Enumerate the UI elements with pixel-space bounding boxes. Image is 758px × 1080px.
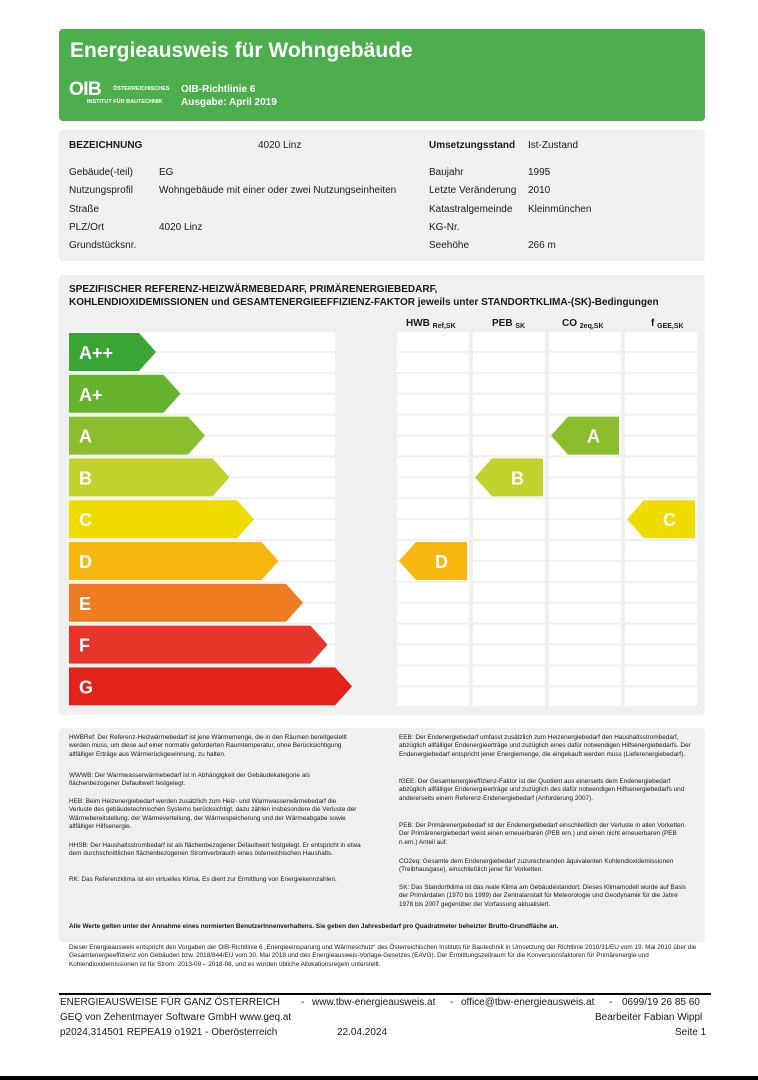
- baujahr-label: Baujahr: [429, 167, 464, 178]
- cell-hwb: [397, 374, 469, 393]
- cell-co2: [549, 687, 621, 706]
- rating-label-hwb: D: [435, 552, 448, 572]
- cell-fgee: [625, 562, 697, 581]
- cell-co2: [549, 353, 621, 372]
- cell-co2: [549, 520, 621, 539]
- cell-hwb: [397, 666, 469, 685]
- cell-peb: [473, 562, 545, 581]
- footer-sep-1: -: [301, 997, 305, 1008]
- col-header-hwb: HWB $_{Ref,SK}$: [406, 318, 456, 330]
- kgnr-label: KG-Nr.: [429, 222, 460, 233]
- class-label: C: [79, 510, 92, 531]
- cell-peb: [473, 395, 545, 414]
- cell-co2: [549, 583, 621, 602]
- baujahr-value: 1995: [528, 167, 551, 178]
- cell-peb: [473, 604, 545, 623]
- cell-peb: [473, 374, 545, 393]
- nutzungsprofil-value: Wohngebäude mit einer oder zwei Nutzungseinheiten: [159, 185, 397, 196]
- def-wwwb: WWWB: Der Warmwasserwärmebedarf ist in Abhängigkeit der Gebäudekategorie als flächenbezogener Defaultwert festgelegt.: [69, 772, 310, 788]
- cell-peb: [473, 541, 545, 560]
- definitions-panel: [59, 728, 705, 942]
- cell-hwb: [397, 457, 469, 476]
- footer-date: 22.04.2024: [337, 1027, 388, 1038]
- cell-co2: [549, 332, 621, 351]
- cell-co2: [549, 604, 621, 623]
- cell-fgee: [625, 583, 697, 602]
- cell-peb: [473, 583, 545, 602]
- class-label: G: [79, 677, 94, 698]
- class-label: E: [79, 593, 92, 614]
- cell-peb: [473, 332, 545, 351]
- richtlinie-label: OIB-Richtlinie 6: [181, 84, 256, 95]
- class-label: A+: [79, 384, 103, 405]
- cell-fgee: [625, 666, 697, 685]
- rating-label-fgee: C: [663, 510, 676, 531]
- katastralgemeinde-value: Kleinmünchen: [528, 204, 592, 215]
- cell-hwb: [397, 687, 469, 706]
- class-arrow-c: [69, 500, 254, 538]
- cell-co2: [549, 478, 621, 497]
- cell-fgee: [625, 478, 697, 497]
- footer-page-number: Seite 1: [675, 1027, 707, 1038]
- cell-hwb: [397, 520, 469, 539]
- cell-peb: [473, 646, 545, 665]
- footer-bearbeiter: Bearbeiter Fabian Wippl: [595, 1012, 703, 1023]
- cell-hwb: [397, 416, 469, 435]
- cell-hwb: [397, 499, 469, 518]
- bezeichnung-value: 4020 Linz: [258, 140, 302, 151]
- cell-peb: [473, 353, 545, 372]
- class-arrow-d: [69, 542, 279, 580]
- energy-class-chart: [59, 275, 705, 715]
- page-title: Energieausweis für Wohngebäude: [70, 39, 413, 62]
- veraenderung-label: Letzte Veränderung: [429, 185, 517, 196]
- cell-fgee: [625, 332, 697, 351]
- cell-peb: [473, 499, 545, 518]
- chart-title-line1: SPEZIFISCHER REFERENZ-HEIZWÄRMEBEDARF, PRIMÄRENERGIEBEDARF,: [69, 284, 438, 295]
- cell-co2: [549, 541, 621, 560]
- cell-fgee: [625, 395, 697, 414]
- umsetzung-value: Ist-Zustand: [528, 140, 579, 151]
- cell-hwb: [397, 478, 469, 497]
- footer-phone: 0699/19 26 85 60: [622, 997, 700, 1008]
- def-heb: HEB: Beim Heizenergiebedarf werden zusätzlich zum Heiz- und Warmwasserwärmebedarf die Verluste des gebäudetechnischen Systems berücksichtigt, dazu zählen insbesondere die Verluste der Wärmebereitstellung, der Wärmeverteilung, der Wärmespeicherung und der Wärmeabgabe sowie allfälliger Hilfsenergie.: [69, 798, 357, 830]
- gebaeude-value: EG: [159, 167, 174, 178]
- class-label: A++: [79, 343, 114, 363]
- footer-company: ENERGIEAUSWEISE FÜR GANZ ÖSTERREICH: [60, 997, 281, 1008]
- def-sk: SK: Das Standortklima ist das reale Klima am Gebäudestandort. Dieses Klimamodell wurde auf Basis der Primärdaten (1970 bis 1999) der Zentralanstalt für Meteorologie und Geodynamik für die Jahre 1978 bis 2007 gegenüber der Vorfassung aktualisiert.: [399, 884, 686, 908]
- disclaimer-text: Dieser Energieausweis entspricht den Vorgaben der OIB-Richtlinie 6 „Energieeinsparung und Wärmeschutz“ des Österreichischen Instituts für Bautechnik in Umsetzung der Richtlinie 2010/31/EU vom 19. Mai 2010 über die Gesamtenergieeffizienz von Gebäuden bzw. 2018/844/EU vom 30. Mai 2018 und des Energieausweis-Vorlage-Gesetzes (EAVG). Der Ermittlungszeitraum für die Konversionsfaktoren für Primärenergie und Kohlendioxidemissionen ist für Strom: 2013-09 – 2018-08, und es wurden übliche Allokationsregeln unterstellt.: [69, 944, 697, 968]
- cell-hwb: [397, 625, 469, 644]
- footer-divider: [59, 993, 711, 995]
- class-label: F: [79, 635, 90, 656]
- cell-fgee: [625, 353, 697, 372]
- cell-peb: [473, 520, 545, 539]
- umsetzung-label: Umsetzungsstand: [429, 140, 516, 151]
- cell-fgee: [625, 374, 697, 393]
- cell-peb: [473, 687, 545, 706]
- bottom-bar: [0, 1076, 758, 1080]
- cell-peb: [473, 437, 545, 456]
- class-label: A: [79, 426, 92, 447]
- cell-co2: [549, 666, 621, 685]
- header-banner: [59, 29, 705, 121]
- seehoehe-value: 266 m: [528, 240, 556, 251]
- def-eeb: EEB: Der Endenergiebedarf umfasst zusätzlich zum Heizenergiebedarf den Haushaltsstrombedarf, abzüglich allfälliger Endenergieerträge und zuzüglich eines dafür notwendigen Hilfsenergiebedarfs. Der Endenergiebedarf entspricht jener Energiemenge, die eingekauft werden muss (Lieferenergiebedarf).: [399, 734, 691, 758]
- col-header-peb: PEB $_{SK}$: [492, 318, 526, 330]
- plz-label: PLZ/Ort: [69, 222, 105, 233]
- def-hhsb: HHSB: Der Haushaltsstrombedarf ist als flächenbezogener Defaultwert festgelegt. Er entspricht in etwa dem durchschnittlichen flächenbezogenen Stromverbrauch eines österreichischen Haushalts.: [69, 842, 361, 858]
- class-label: B: [79, 468, 92, 489]
- oib-logo-line2: INSTITUT FÜR BAUTECHNIK: [87, 99, 163, 105]
- col-header-co2: CO $_{2eq,SK}$: [562, 318, 604, 330]
- cell-co2: [549, 395, 621, 414]
- footer-sep-3: -: [609, 997, 613, 1008]
- cell-fgee: [625, 416, 697, 435]
- class-arrow-e: [69, 584, 303, 622]
- oib-logo: [69, 79, 177, 109]
- chart-title-line2: KOHLENDIOXIDEMISSIONEN und GESAMTENERGIEEFFIZIENZ-FAKTOR jeweils unter STANDORTKLIMA-(SK)-Bedingungen: [69, 296, 659, 308]
- class-arrow-b: [69, 458, 230, 496]
- cell-fgee: [625, 687, 697, 706]
- def-hwb: HWBRef: Der Referenz-Heizwärmebedarf ist jene Wärmemenge, die in den Räumen bereitgestellt werden muss, um diese auf einer normativ geforderten Raumtemperatur, ohne Berücksichtigung allfälliger Erträge aus Wärmerückgewinnung, zu halten.: [69, 734, 347, 758]
- cell-fgee: [625, 604, 697, 623]
- cell-hwb: [397, 353, 469, 372]
- col-header-fgee: f $_{GEE,SK}$: [651, 318, 684, 330]
- cell-hwb: [397, 332, 469, 351]
- footer-software: GEQ von Zehentmayer Software GmbH www.geq.at: [60, 1012, 292, 1023]
- cell-co2: [549, 499, 621, 518]
- def-peb: PEB: Der Primärenergiebedarf ist der Endenergiebedarf einschließlich der Verluste in allen Vorketten. Der Primärenergiebedarf weist einen erneuerbaren (PEB ern.) und einen nicht erneuerbaren (PEB n.ern.) Anteil auf.: [399, 822, 687, 846]
- strasse-label: Straße: [69, 204, 100, 215]
- cell-fgee: [625, 437, 697, 456]
- cell-peb: [473, 666, 545, 685]
- oib-logo-line1: ÖSTERREICHISCHES: [113, 86, 170, 92]
- rating-label-peb: B: [511, 468, 524, 489]
- cell-hwb: [397, 604, 469, 623]
- ausgabe-label: Ausgabe: April 2019: [181, 97, 277, 108]
- footer-website-link[interactable]: www.tbw-energieausweis.at: [312, 997, 436, 1008]
- cell-hwb: [397, 646, 469, 665]
- cell-co2: [549, 646, 621, 665]
- cell-co2: [549, 625, 621, 644]
- cell-hwb: [397, 583, 469, 602]
- footer-code: p2024,314501 REPEA19 o1921 - Oberösterreich: [60, 1027, 278, 1038]
- def-rk: RK: Das Referenzklima ist ein virtuelles Klima. Es dient zur Ermittlung von Energiekennzahlen.: [69, 876, 337, 883]
- katastralgemeinde-label: Katastralgemeinde: [429, 204, 513, 215]
- oib-logo-text: OIB: [69, 79, 102, 100]
- building-info-panel: [59, 130, 705, 261]
- seehoehe-label: Seehöhe: [429, 240, 470, 251]
- values-note: Alle Werte gelten unter der Annahme eines normierten BenutzerInnenverhaltens. Sie geben den Jahresbedarf pro Quadratmeter beheizter Brutto-Grundfläche an.: [69, 923, 559, 930]
- cell-co2: [549, 457, 621, 476]
- cell-fgee: [625, 646, 697, 665]
- cell-fgee: [625, 457, 697, 476]
- bezeichnung-label: BEZEICHNUNG: [69, 140, 143, 151]
- plz-value: 4020 Linz: [159, 222, 203, 233]
- rating-label-co2: A: [587, 426, 600, 447]
- class-scale-svg: [59, 275, 705, 715]
- def-co2: CO2eq: Gesamte dem Endenergiebedarf zuzurechnenden äquivalenten Kohlendioxidemissionen (Treibhausgase), einschließlich jener für Vorketten.: [399, 858, 674, 874]
- cell-fgee: [625, 541, 697, 560]
- footer-email-link[interactable]: office@tbw-energieausweis.at: [461, 997, 595, 1008]
- cell-peb: [473, 416, 545, 435]
- veraenderung-value: 2010: [528, 185, 551, 196]
- grundstueck-label: Grundstücksnr.: [69, 240, 137, 251]
- def-fgee: fGEE: Der Gesamtenergieeffizienz-Faktor ist der Quotient aus einerseits dem Endenergiebedarf abzüglich allfälliger Endenergieerträge und zuzüglich des dafür notwendigen Hilfsenergiebedarfs und andererseits einem Referenz-Endenergiebedarf (Anforderung 2007).: [399, 778, 685, 802]
- cell-peb: [473, 625, 545, 644]
- cell-co2: [549, 562, 621, 581]
- cell-hwb: [397, 395, 469, 414]
- class-arrow-g: [69, 667, 352, 705]
- cell-co2: [549, 374, 621, 393]
- footer-sep-2: -: [450, 997, 454, 1008]
- class-arrow-f: [69, 626, 328, 664]
- class-label: D: [79, 552, 92, 572]
- nutzungsprofil-label: Nutzungsprofil: [69, 185, 133, 196]
- gebaeude-label: Gebäude(-teil): [69, 167, 133, 178]
- cell-fgee: [625, 625, 697, 644]
- cell-hwb: [397, 437, 469, 456]
